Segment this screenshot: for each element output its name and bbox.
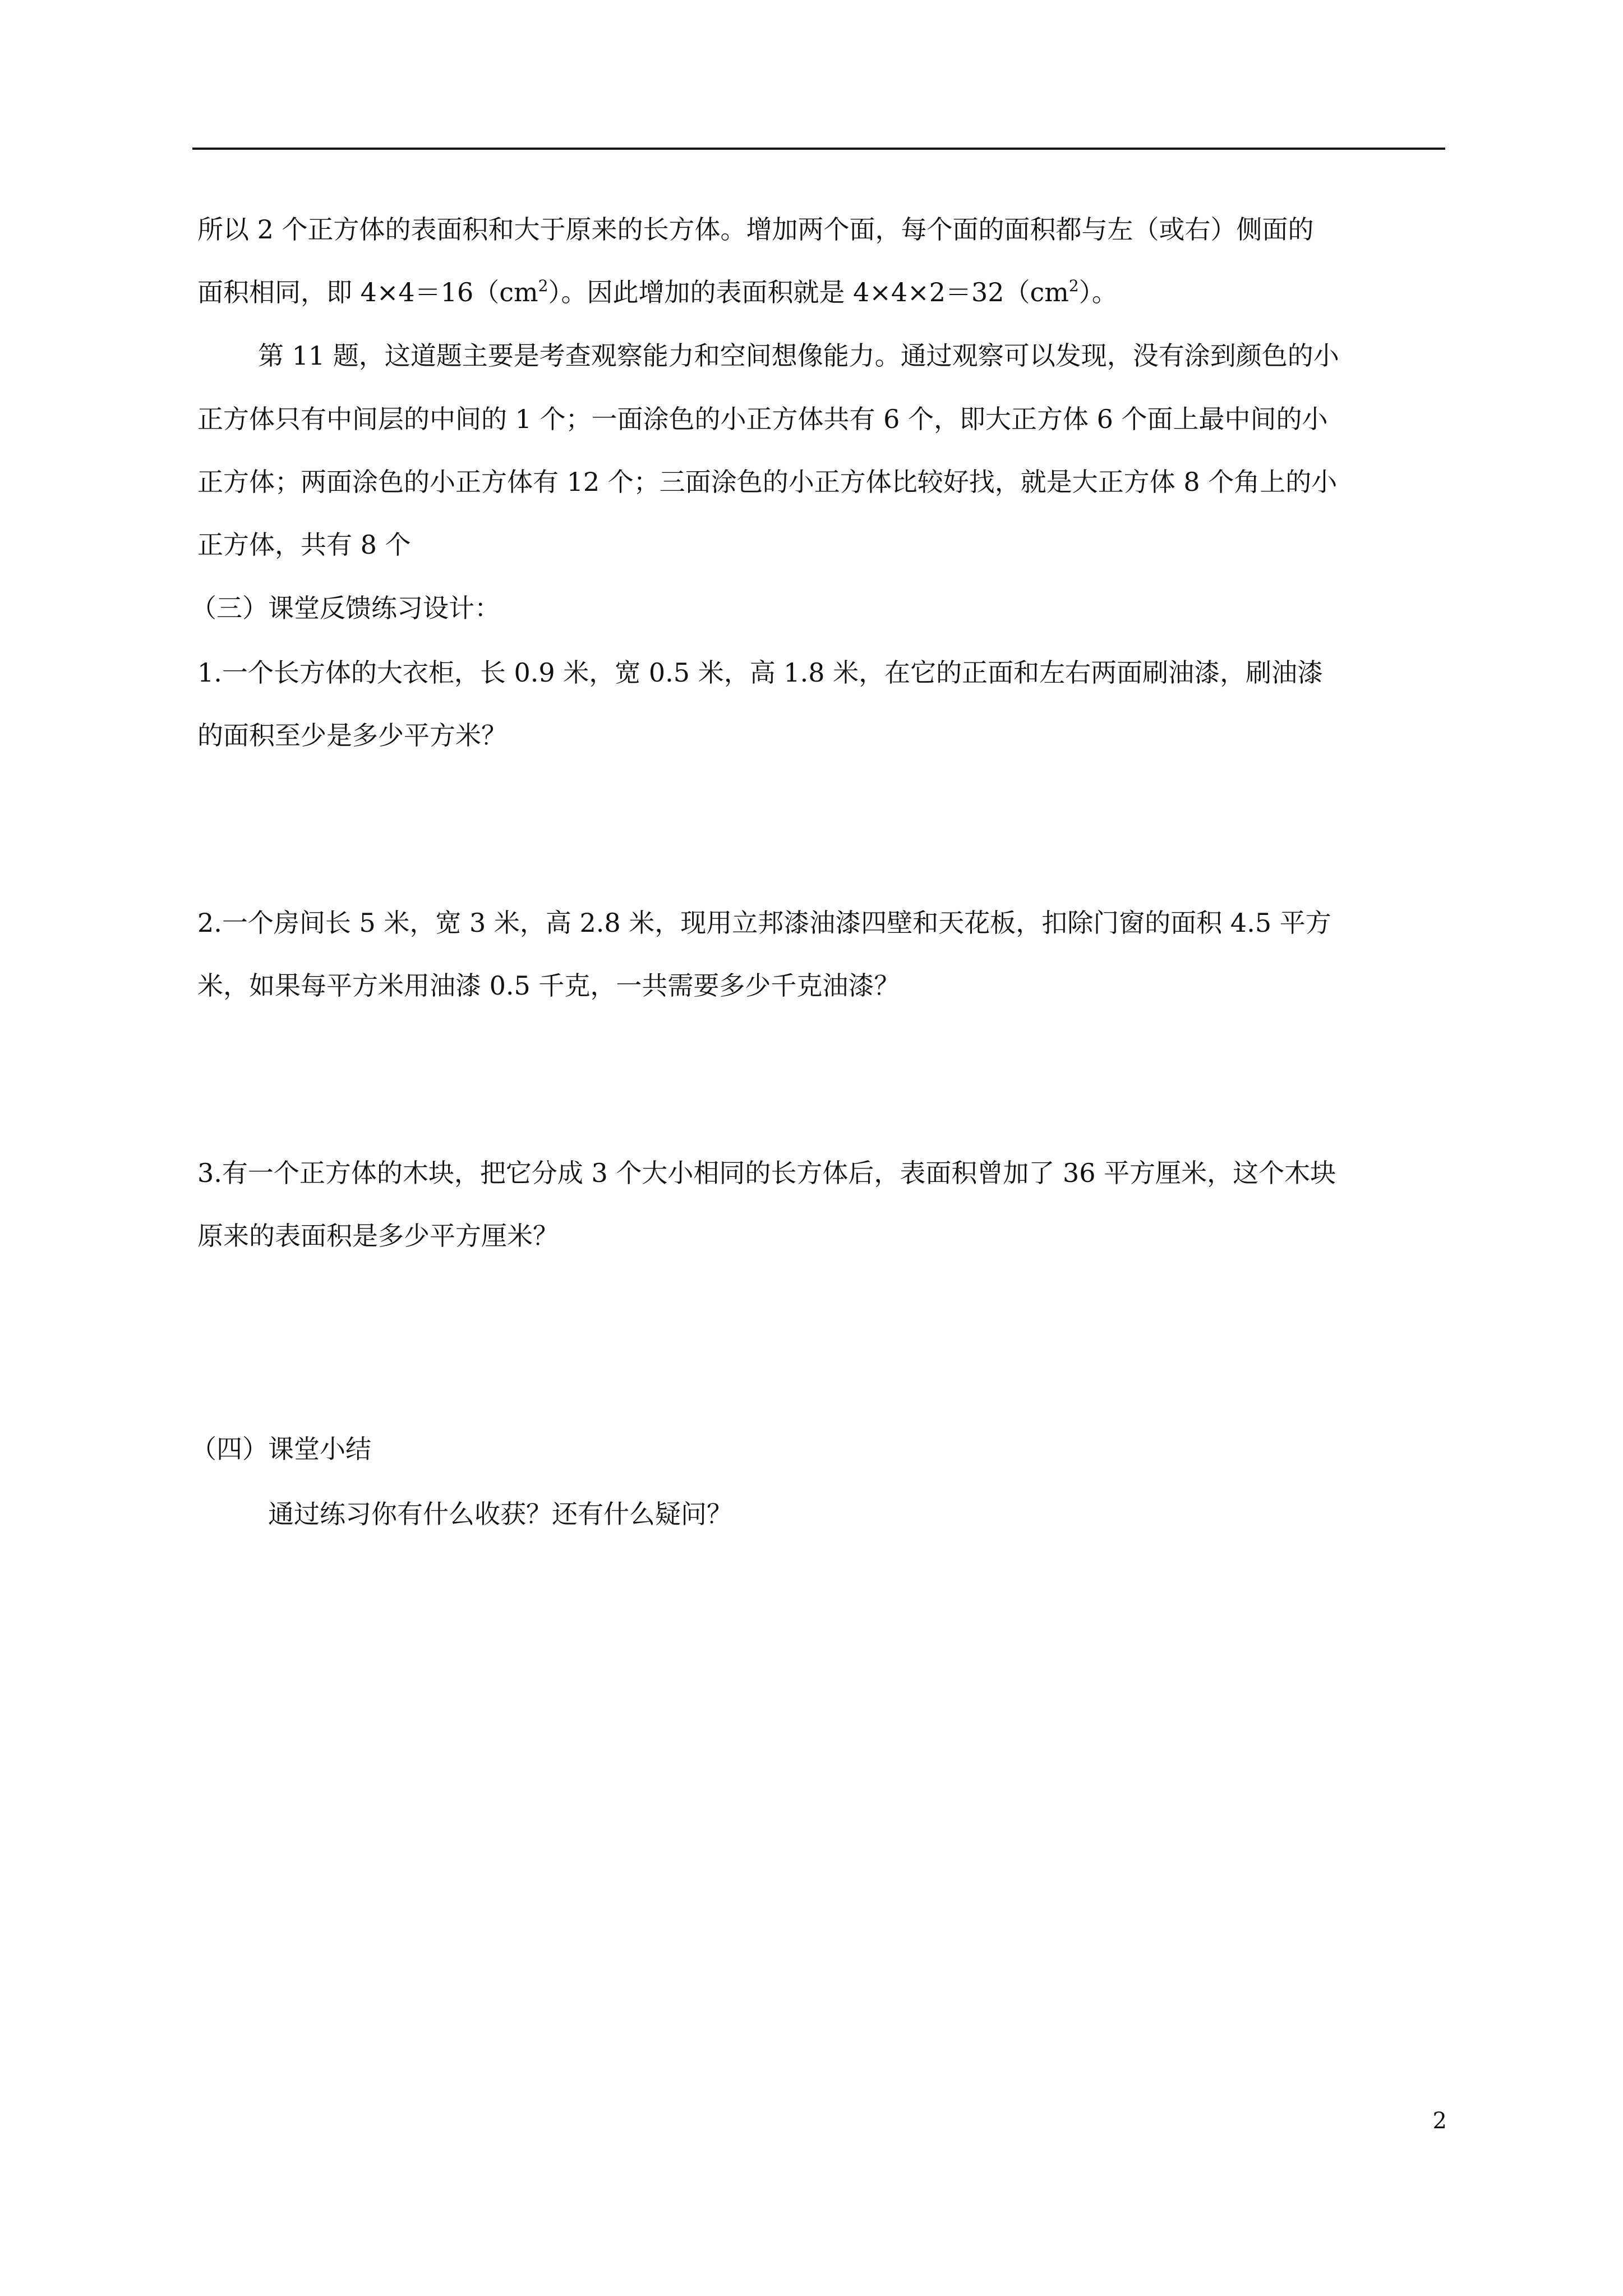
text-line-2-part-a: 面积相同，即 4×4＝16（cm [197,277,538,307]
header-rule [192,148,1445,150]
text-line-2-part-b: ）。因此增加的表面积就是 4×4×2＝32（cm [548,277,1069,307]
question-3-line-1: 3.有一个正方体的木块，把它分成 3 个大小相同的长方体后，表面积曾加了 36 平方厘米，这个木块 [197,1158,1336,1188]
text-line-2-part-c: ）。 [1078,277,1118,307]
text-line-6: 正方体，共有 8 个 [197,530,411,560]
question-1-line-2: 的面积至少是多少平方米？ [197,720,507,751]
question-2-line-2: 米，如果每平方米用油漆 0.5 千克，一共需要多少千克油漆？ [197,970,900,1001]
text-line-2 [197,275,1448,310]
question-3-line-2: 原来的表面积是多少平方厘米？ [197,1221,559,1251]
question-2-line-1: 2.一个房间长 5 米，宽 3 米，高 2.8 米，现用立邦漆油漆四壁和天花板，扣除门窗的面积 4.5 平方 [197,908,1331,938]
section-heading-feedback: （三）课堂反馈练习设计： [191,593,500,623]
page-number: 2 [1432,2108,1447,2134]
superscript-2: 2 [1068,277,1079,295]
section-heading-summary: （四）课堂小结 [191,1434,371,1464]
text-line-3: 第 11 题，这道题主要是考查观察能力和空间想像能力。通过观察可以发现，没有涂到颜色的小 [258,341,1339,371]
text-line-1: 所以 2 个正方体的表面积和大于原来的长方体。增加两个面，每个面的面积都与左（或右）侧面的 [197,214,1314,245]
superscript-2: 2 [538,277,548,295]
question-1-line-1: 1.一个长方体的大衣柜，长 0.9 米，宽 0.5 米，高 1.8 米，在它的正面和左右两面刷油漆，刷油漆 [197,657,1324,688]
text-line-4: 正方体只有中间层的中间的 1 个；一面涂色的小正方体共有 6 个，即大正方体 6 个面上最中间的小 [197,404,1328,434]
text-line-5: 正方体；两面涂色的小正方体有 12 个；三面涂色的小正方体比较好找，就是大正方体 8 个角上的小 [197,467,1338,497]
summary-text: 通过练习你有什么收获？还有什么疑问？ [268,1499,732,1529]
